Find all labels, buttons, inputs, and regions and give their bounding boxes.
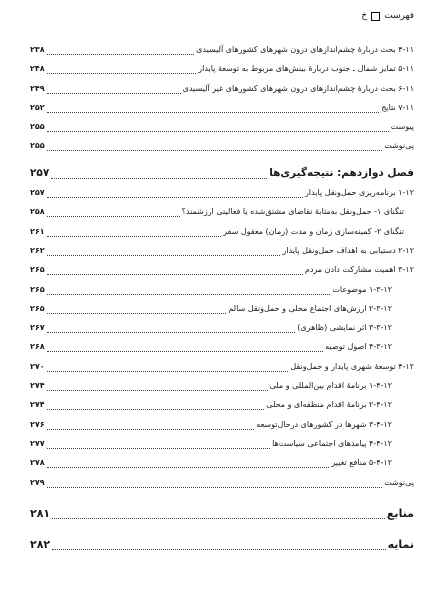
toc-entry[interactable]: [30, 44, 414, 55]
entry-page: ۲۶۱: [30, 226, 45, 236]
entry-title: نمایه: [387, 538, 414, 552]
entry-page: ۲۶۵: [30, 284, 45, 294]
dot-leader: [47, 189, 303, 198]
dot-leader: [47, 305, 227, 314]
toc-entry[interactable]: [30, 438, 414, 449]
entry-title: ۱-۴-۱۲ برنامهٔ اقدام بین‌المللی و ملی: [269, 381, 392, 391]
toc-section-12: [30, 187, 414, 487]
entry-title: ۱-۱۲ برنامه‌ریزی حمل‌ونقل پایدار: [304, 188, 414, 198]
entry-title: پی‌نوشت: [384, 477, 414, 487]
entry-page: ۲۵۵: [30, 122, 45, 132]
entry-title: ۵-۱۱ تمایز شمال ـ جنوب دربارهٔ بینش‌های مربوط به توسعهٔ پایدار: [198, 64, 414, 74]
entry-title: ۴-۱۱ بحث دربارهٔ چشم‌اندازهای درون شهرهای کشورهای آلیسیدی: [196, 45, 414, 54]
toc-entry[interactable]: [30, 380, 414, 391]
toc-entry[interactable]: [30, 284, 414, 295]
toc-entry[interactable]: [30, 245, 414, 256]
dot-leader: [47, 401, 265, 410]
toc-entry[interactable]: [30, 457, 414, 468]
toc-entry-index[interactable]: [30, 539, 414, 550]
dot-leader: [47, 479, 383, 488]
entry-page: ۲۵۵: [30, 141, 45, 151]
entry-page: ۲۷۸: [30, 458, 45, 468]
entry-title: تنگنای ۲- کمینه‌سازی زمان و مدت (زمان) معقول سفر: [223, 226, 404, 236]
entry-page: ۲۶۸: [30, 342, 45, 352]
dot-leader: [47, 459, 330, 468]
toc-entry[interactable]: [30, 477, 414, 488]
entry-page: ۲۷۹: [30, 477, 45, 487]
entry-page: ۲۸۱: [30, 506, 51, 520]
entry-title: ۲-۴-۱۲ برنامهٔ اقدام منطقه‌ای و محلی: [266, 400, 392, 410]
dot-leader: [47, 85, 181, 94]
entry-page: ۲۵۲: [30, 102, 45, 112]
toc-entry[interactable]: [30, 83, 414, 94]
entry-title: منابع: [386, 506, 414, 520]
chapter-page: ۲۵۷: [30, 166, 50, 179]
toc-entry[interactable]: [30, 399, 414, 410]
dot-leader: [47, 65, 197, 74]
entry-page: ۲۶۵: [30, 303, 45, 313]
entry-title: ۴-۱۲ توسعهٔ شهری پایدار و حمل‌ونقل: [290, 361, 414, 371]
dot-leader: [47, 142, 383, 151]
dot-leader: [47, 363, 289, 372]
entry-page: ۲۴۸: [30, 64, 45, 74]
entry-page: ۲۴۹: [30, 83, 45, 93]
entry-page: ۲۶۵: [30, 265, 45, 275]
toc-entry[interactable]: [30, 140, 414, 151]
chapter-12-heading[interactable]: [30, 168, 414, 179]
toc-entry[interactable]: [30, 102, 414, 113]
entry-title: پی‌نوشت: [384, 141, 414, 151]
dot-leader: [47, 123, 389, 132]
toc-section-11: [30, 44, 414, 151]
table-of-contents: [30, 44, 414, 558]
dot-leader: [47, 208, 180, 217]
toc-entry[interactable]: [30, 361, 414, 372]
entry-page: ۲۸۲: [30, 538, 51, 552]
entry-title: ۷-۱۱ نتایج: [381, 102, 414, 112]
toc-entry[interactable]: [30, 419, 414, 430]
entry-title: ۴-۴-۱۲ پیامدهای اجتماعی سیاست‌ها: [272, 438, 392, 448]
entry-page: ۲۷۷: [30, 438, 45, 448]
dot-leader: [47, 266, 303, 275]
dot-leader: [51, 168, 267, 179]
dot-leader: [47, 46, 194, 55]
entry-title: ۱-۳-۱۲ موضوعات: [332, 284, 392, 294]
toc-entry[interactable]: [30, 206, 414, 217]
entry-title: ۲-۳-۱۲ ارزش‌های اجتماع محلی و حمل‌ونقل سالم: [228, 303, 392, 313]
dot-leader: [47, 104, 380, 113]
running-head: [361, 11, 414, 21]
dot-leader: [47, 228, 221, 237]
dot-leader: [47, 382, 268, 391]
square-icon: [371, 12, 380, 21]
entry-title: ۳-۱۲ اهمیت مشارکت دادن مردم: [304, 265, 414, 275]
dot-leader: [52, 539, 385, 550]
dot-leader: [47, 324, 296, 333]
entry-page: ۲۷۶: [30, 419, 45, 429]
entry-page: ۲۳۸: [30, 45, 45, 54]
toc-entry-references[interactable]: [30, 508, 414, 519]
entry-page: ۲۶۷: [30, 323, 45, 333]
toc-entry[interactable]: [30, 264, 414, 275]
dot-leader: [47, 247, 281, 256]
entry-page: ۲۷۴: [30, 381, 45, 391]
dot-leader: [52, 508, 385, 519]
running-head-label: فهرست: [384, 11, 414, 21]
entry-title: ۳-۴-۱۲ شهرها در کشورهای درحال‌توسعه: [256, 419, 392, 429]
entry-title: ۲-۱۲ دستیابی به اهداف حمل‌ونقل پایدار: [282, 245, 414, 255]
toc-entry[interactable]: [30, 226, 414, 237]
entry-title: ۴-۳-۱۲ اصول توصیه: [325, 342, 392, 352]
entry-page: ۲۵۷: [30, 188, 45, 198]
dot-leader: [47, 286, 331, 295]
toc-entry[interactable]: [30, 322, 414, 333]
toc-entry[interactable]: [30, 121, 414, 132]
toc-entry[interactable]: [30, 187, 414, 198]
entry-title: ۳-۳-۱۲ اثر نمایشی (ظاهری): [297, 323, 392, 333]
dot-leader: [47, 440, 270, 449]
entry-title: ۵-۴-۱۲ منافع تغییر: [331, 458, 392, 468]
toc-entry[interactable]: [30, 303, 414, 314]
entry-page: ۲۷۰: [30, 361, 45, 371]
toc-entry[interactable]: [30, 341, 414, 352]
entry-page: ۲۶۲: [30, 245, 45, 255]
dot-leader: [47, 421, 255, 430]
entry-page: ۲۵۸: [30, 207, 45, 217]
entry-title: ۶-۱۱ بحث دربارهٔ چشم‌اندازهای درون شهرهای کشورهای غیر آلیسیدی: [182, 83, 414, 93]
dot-leader: [47, 343, 323, 352]
page-letter: خ: [361, 11, 368, 21]
chapter-title: فصل دوازدهم: نتیجه‌گیری‌ها: [269, 166, 414, 179]
entry-page: ۲۷۴: [30, 400, 45, 410]
toc-entry[interactable]: [30, 63, 414, 74]
entry-title: تنگنای ۱- حمل‌ونقل به‌مثابهٔ تقاضای مشتق‌شده یا فعالیتی ارزشمند؟: [181, 207, 404, 217]
entry-title: پیوست: [390, 122, 414, 132]
